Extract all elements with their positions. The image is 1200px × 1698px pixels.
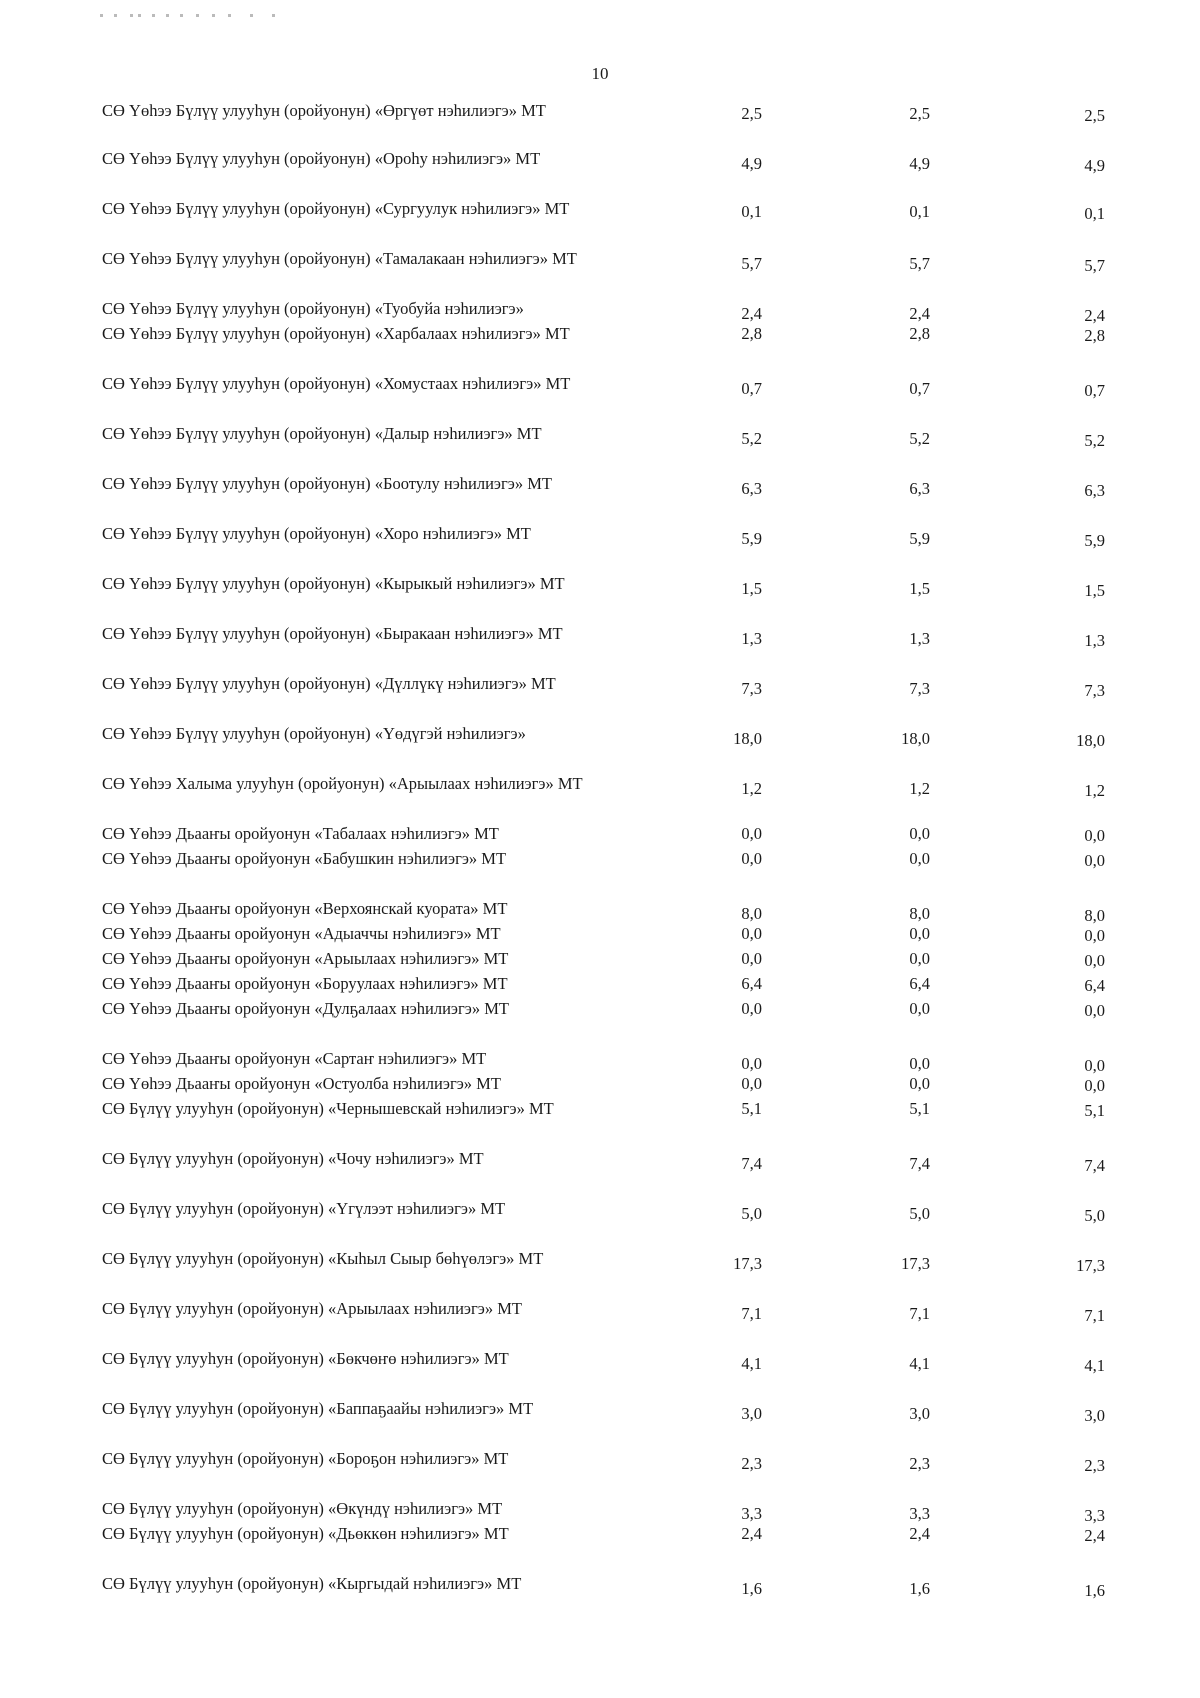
row-label: СӨ Үөһээ Бүлүү улууһун (оройуонун) «Быракаан нэһилиэгэ» МТ: [102, 624, 563, 643]
row-value-col2: 7,4: [909, 1154, 930, 1173]
row-value-col3: 3,0: [1084, 1406, 1105, 1425]
row-value-col1: 4,9: [741, 154, 762, 173]
row-value-col1: 0,0: [741, 824, 762, 843]
row-value-col1: 7,3: [741, 679, 762, 698]
row-value-col3: 0,7: [1084, 381, 1105, 400]
row-label: СӨ Үөһээ Дьааҥы оройуонун «Остуолба нэһилиэгэ» МТ: [102, 1074, 501, 1093]
row-value-col1: 0,0: [741, 949, 762, 968]
row-value-col3: 1,5: [1084, 581, 1105, 600]
row-value-col1: 7,1: [741, 1304, 762, 1323]
row-value-col1: 0,0: [741, 1054, 762, 1073]
row-value-col3: 0,0: [1084, 851, 1105, 870]
row-label: СӨ Үөһээ Бүлүү улууһун (оройуонун) «Ороһу нэһилиэгэ» МТ: [102, 149, 541, 168]
row-value-col3: 17,3: [1076, 1256, 1105, 1275]
row-value-col2: 4,1: [909, 1354, 930, 1373]
row-value-col2: 0,0: [909, 949, 930, 968]
row-value-col2: 1,3: [909, 629, 930, 648]
row-value-col3: 0,0: [1084, 1076, 1105, 1095]
row-value-col3: 2,5: [1084, 106, 1105, 125]
row-label: СӨ Үөһээ Бүлүү улууһун (оройуонун) «Сургуулук нэһилиэгэ» МТ: [102, 199, 570, 218]
row-label: СӨ Бүлүү улууһун (оройуонун) «Бороҕон нэһилиэгэ» МТ: [102, 1449, 509, 1468]
row-value-col3: 7,3: [1084, 681, 1105, 700]
row-label: СӨ Бүлүү улууһун (оройуонун) «Арыылаах нэһилиэгэ» МТ: [102, 1299, 522, 1318]
row-value-col2: 2,8: [909, 324, 930, 343]
row-label: СӨ Үөһээ Халыма улууһун (оройуонун) «Арыылаах нэһилиэгэ» МТ: [102, 774, 583, 793]
row-value-col1: 2,4: [741, 1524, 762, 1543]
row-label: СӨ Үөһээ Бүлүү улууһун (оройуонун) «Дүллүкү нэһилиэгэ» МТ: [102, 674, 556, 693]
row-label: СӨ Үөһээ Бүлүү улууһун (оройуонун) «Хомустаах нэһилиэгэ» МТ: [102, 374, 571, 393]
row-value-col3: 0,0: [1084, 1001, 1105, 1020]
row-label: СӨ Үөһээ Дьааҥы оройуонун «Боруулаах нэһилиэгэ» МТ: [102, 974, 508, 993]
row-value-col3: 0,0: [1084, 1056, 1105, 1075]
row-label: СӨ Бүлүү улууһун (оройуонун) «Баппаҕаайы нэһилиэгэ» МТ: [102, 1399, 534, 1418]
row-value-col2: 5,9: [909, 529, 930, 548]
row-value-col1: 1,5: [741, 579, 762, 598]
row-value-col3: 5,2: [1084, 431, 1105, 450]
row-value-col1: 6,3: [741, 479, 762, 498]
row-label: СӨ Үөһээ Бүлүү улууһун (оройуонун) «Үөдүгэй нэһилиэгэ»: [102, 724, 526, 743]
row-value-col3: 5,9: [1084, 531, 1105, 550]
row-value-col1: 18,0: [733, 729, 762, 748]
row-value-col3: 5,0: [1084, 1206, 1105, 1225]
row-value-col1: 0,0: [741, 924, 762, 943]
row-value-col1: 5,0: [741, 1204, 762, 1223]
row-value-col2: 17,3: [901, 1254, 930, 1273]
row-label: СӨ Бүлүү улууһун (оройуонун) «Чернышевскай нэһилиэгэ» МТ: [102, 1099, 554, 1118]
row-label: СӨ Үөһээ Дьааҥы оройуонун «Сартаҥ нэһилиэгэ» МТ: [102, 1049, 487, 1068]
row-value-col3: 7,4: [1084, 1156, 1105, 1175]
row-value-col2: 3,3: [909, 1504, 930, 1523]
row-value-col1: 3,0: [741, 1404, 762, 1423]
row-value-col2: 1,5: [909, 579, 930, 598]
row-value-col3: 1,6: [1084, 1581, 1105, 1600]
row-value-col1: 2,8: [741, 324, 762, 343]
row-value-col3: 4,1: [1084, 1356, 1105, 1375]
row-value-col1: 5,2: [741, 429, 762, 448]
row-value-col2: 4,9: [909, 154, 930, 173]
row-label: СӨ Үөһээ Бүлүү улууһун (оройуонун) «Өргүөт нэһилиэгэ» МТ: [102, 101, 546, 120]
row-value-col2: 3,0: [909, 1404, 930, 1423]
row-value-col2: 7,1: [909, 1304, 930, 1323]
row-value-col1: 2,4: [741, 304, 762, 323]
row-value-col3: 2,8: [1084, 326, 1105, 345]
row-value-col3: 2,4: [1084, 1526, 1105, 1545]
row-value-col2: 5,1: [909, 1099, 930, 1118]
row-label: СӨ Үөһээ Бүлүү улууһун (оройуонун) «Тамалакаан нэһилиэгэ» МТ: [102, 249, 577, 268]
row-value-col2: 7,3: [909, 679, 930, 698]
row-label: СӨ Үөһээ Дьааҥы оройуонун «Адыаччы нэһилиэгэ» МТ: [102, 924, 501, 943]
row-label: СӨ Бүлүү улууһун (оройуонун) «Кыргыдай нэһилиэгэ» МТ: [102, 1574, 522, 1593]
row-value-col3: 8,0: [1084, 906, 1105, 925]
row-value-col1: 0,1: [741, 202, 762, 221]
row-value-col2: 0,7: [909, 379, 930, 398]
row-value-col2: 6,3: [909, 479, 930, 498]
row-value-col2: 0,0: [909, 1054, 930, 1073]
row-label: СӨ Үөһээ Дьааҥы оройуонун «Арыылаах нэһилиэгэ» МТ: [102, 949, 509, 968]
row-value-col1: 0,7: [741, 379, 762, 398]
row-value-col3: 2,3: [1084, 1456, 1105, 1475]
row-value-col1: 0,0: [741, 999, 762, 1018]
row-value-col2: 2,4: [909, 1524, 930, 1543]
row-value-col1: 1,6: [741, 1579, 762, 1598]
row-label: СӨ Үөһээ Дьааҥы оройуонун «Дулҕалаах нэһилиэгэ» МТ: [102, 999, 509, 1018]
row-value-col2: 0,1: [909, 202, 930, 221]
row-value-col3: 5,1: [1084, 1101, 1105, 1120]
row-value-col1: 8,0: [741, 904, 762, 923]
row-label: СӨ Бүлүү улууһун (оройуонун) «Бөкчөҥө нэһилиэгэ» МТ: [102, 1349, 509, 1368]
row-label: СӨ Үөһээ Бүлүү улууһун (оройуонун) «Харбалаах нэһилиэгэ» МТ: [102, 324, 570, 343]
row-value-col1: 4,1: [741, 1354, 762, 1373]
row-value-col3: 0,0: [1084, 826, 1105, 845]
row-value-col3: 6,4: [1084, 976, 1105, 995]
row-value-col2: 0,0: [909, 999, 930, 1018]
row-label: СӨ Бүлүү улууһун (оройуонун) «Үгүлээт нэһилиэгэ» МТ: [102, 1199, 506, 1218]
row-value-col3: 2,4: [1084, 306, 1105, 325]
row-value-col2: 0,0: [909, 1074, 930, 1093]
row-value-col3: 0,0: [1084, 926, 1105, 945]
row-value-col1: 2,3: [741, 1454, 762, 1473]
row-value-col3: 0,0: [1084, 951, 1105, 970]
row-value-col2: 2,3: [909, 1454, 930, 1473]
row-value-col3: 0,1: [1084, 204, 1105, 223]
row-label: СӨ Үөһээ Дьааҥы оройуонун «Верхоянскай куората» МТ: [102, 899, 508, 918]
row-label: СӨ Бүлүү улууһун (оройуонун) «Кыһыл Сыыр бөһүөлэгэ» МТ: [102, 1249, 544, 1268]
row-value-col1: 2,5: [741, 104, 762, 123]
row-label: СӨ Бүлүү улууһун (оройуонун) «Өкүндү нэһилиэгэ» МТ: [102, 1499, 503, 1518]
row-value-col2: 0,0: [909, 924, 930, 943]
row-label: СӨ Үөһээ Бүлүү улууһун (оройуонун) «Боотулу нэһилиэгэ» МТ: [102, 474, 552, 493]
row-label: СӨ Үөһээ Бүлүү улууһун (оройуонун) «Хоро нэһилиэгэ» МТ: [102, 524, 531, 543]
row-value-col3: 6,3: [1084, 481, 1105, 500]
row-value-col1: 5,1: [741, 1099, 762, 1118]
row-value-col1: 17,3: [733, 1254, 762, 1273]
row-value-col2: 5,0: [909, 1204, 930, 1223]
row-label: СӨ Үөһээ Бүлүү улууһун (оройуонун) «Далыр нэһилиэгэ» МТ: [102, 424, 542, 443]
row-value-col2: 0,0: [909, 824, 930, 843]
row-label: СӨ Үөһээ Бүлүү улууһун (оройуонун) «Кырыкый нэһилиэгэ» МТ: [102, 574, 565, 593]
row-value-col3: 18,0: [1076, 731, 1105, 750]
row-value-col1: 5,7: [741, 254, 762, 273]
row-value-col2: 8,0: [909, 904, 930, 923]
row-value-col2: 5,2: [909, 429, 930, 448]
row-value-col3: 4,9: [1084, 156, 1105, 175]
row-label: СӨ Бүлүү улууһун (оройуонун) «Дьөккөн нэһилиэгэ» МТ: [102, 1524, 509, 1543]
row-label: СӨ Үөһээ Бүлүү улууһун (оройуонун) «Туобуйа нэһилиэгэ»: [102, 299, 524, 318]
row-value-col1: 6,4: [741, 974, 762, 993]
row-value-col2: 18,0: [901, 729, 930, 748]
row-value-col1: 0,0: [741, 1074, 762, 1093]
row-value-col1: 0,0: [741, 849, 762, 868]
row-label: СӨ Бүлүү улууһун (оройуонун) «Чочу нэһилиэгэ» МТ: [102, 1149, 484, 1168]
row-value-col1: 1,2: [741, 779, 762, 798]
row-value-col2: 5,7: [909, 254, 930, 273]
row-value-col2: 1,2: [909, 779, 930, 798]
row-value-col1: 7,4: [741, 1154, 762, 1173]
row-value-col2: 6,4: [909, 974, 930, 993]
row-value-col1: 3,3: [741, 1504, 762, 1523]
page-number: 10: [591, 64, 609, 83]
row-value-col2: 2,5: [909, 104, 930, 123]
row-value-col2: 0,0: [909, 849, 930, 868]
row-value-col3: 1,2: [1084, 781, 1105, 800]
row-value-col2: 1,6: [909, 1579, 930, 1598]
row-value-col3: 7,1: [1084, 1306, 1105, 1325]
row-value-col3: 3,3: [1084, 1506, 1105, 1525]
row-value-col2: 2,4: [909, 304, 930, 323]
scan-artifact: [100, 14, 290, 20]
row-value-col3: 5,7: [1084, 256, 1105, 275]
row-value-col1: 5,9: [741, 529, 762, 548]
row-label: СӨ Үөһээ Дьааҥы оройуонун «Табалаах нэһилиэгэ» МТ: [102, 824, 499, 843]
row-label: СӨ Үөһээ Дьааҥы оройуонун «Бабушкин нэһилиэгэ» МТ: [102, 849, 507, 868]
row-value-col3: 1,3: [1084, 631, 1105, 650]
row-value-col1: 1,3: [741, 629, 762, 648]
